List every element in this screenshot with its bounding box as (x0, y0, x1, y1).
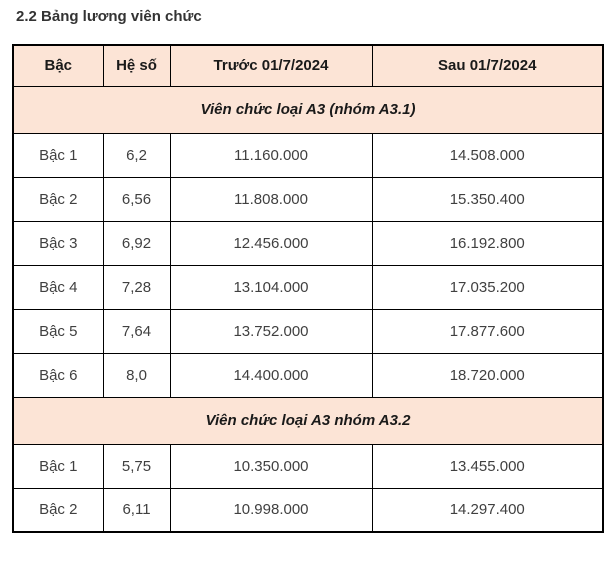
cell-he-so: 6,2 (103, 133, 170, 177)
col-header-he-so: Hệ số (103, 45, 170, 86)
col-header-sau: Sau 01/7/2024 (372, 45, 603, 86)
page-title: 2.2 Bảng lương viên chức (16, 8, 202, 25)
cell-bac: Bậc 1 (13, 444, 103, 488)
cell-truoc: 14.400.000 (170, 353, 372, 397)
cell-truoc: 12.456.000 (170, 221, 372, 265)
section-title: Viên chức loại A3 (nhóm A3.1) (13, 86, 603, 133)
cell-bac: Bậc 4 (13, 265, 103, 309)
page (0, 8, 607, 533)
table-row (13, 309, 603, 353)
cell-he-so: 6,11 (103, 488, 170, 532)
cell-bac: Bậc 3 (13, 221, 103, 265)
cell-sau: 15.350.400 (372, 177, 603, 221)
section-header-row (13, 397, 603, 444)
table-row (13, 444, 603, 488)
salary-table (12, 44, 604, 533)
section-header-row (13, 86, 603, 133)
cell-he-so: 8,0 (103, 353, 170, 397)
cell-sau: 14.297.400 (372, 488, 603, 532)
cell-truoc: 13.104.000 (170, 265, 372, 309)
cell-sau: 16.192.800 (372, 221, 603, 265)
cell-sau: 17.035.200 (372, 265, 603, 309)
cell-truoc: 10.998.000 (170, 488, 372, 532)
table-row (13, 177, 603, 221)
cell-sau: 18.720.000 (372, 353, 603, 397)
cell-he-so: 6,56 (103, 177, 170, 221)
cell-bac: Bậc 6 (13, 353, 103, 397)
table-row (13, 488, 603, 532)
table-row (13, 265, 603, 309)
cell-bac: Bậc 5 (13, 309, 103, 353)
table-body (13, 86, 603, 532)
cell-truoc: 13.752.000 (170, 309, 372, 353)
cell-bac: Bậc 1 (13, 133, 103, 177)
cell-he-so: 7,28 (103, 265, 170, 309)
col-header-bac: Bậc (13, 45, 103, 86)
cell-truoc: 10.350.000 (170, 444, 372, 488)
table-row (13, 133, 603, 177)
cell-sau: 13.455.000 (372, 444, 603, 488)
cell-sau: 14.508.000 (372, 133, 603, 177)
header-row (13, 45, 603, 86)
cell-he-so: 6,92 (103, 221, 170, 265)
col-header-truoc: Trước 01/7/2024 (170, 45, 372, 86)
cell-bac: Bậc 2 (13, 488, 103, 532)
section-title: Viên chức loại A3 nhóm A3.2 (13, 397, 603, 444)
cell-truoc: 11.160.000 (170, 133, 372, 177)
cell-he-so: 7,64 (103, 309, 170, 353)
table-row (13, 221, 603, 265)
cell-he-so: 5,75 (103, 444, 170, 488)
cell-truoc: 11.808.000 (170, 177, 372, 221)
cell-bac: Bậc 2 (13, 177, 103, 221)
table-row (13, 353, 603, 397)
cell-sau: 17.877.600 (372, 309, 603, 353)
